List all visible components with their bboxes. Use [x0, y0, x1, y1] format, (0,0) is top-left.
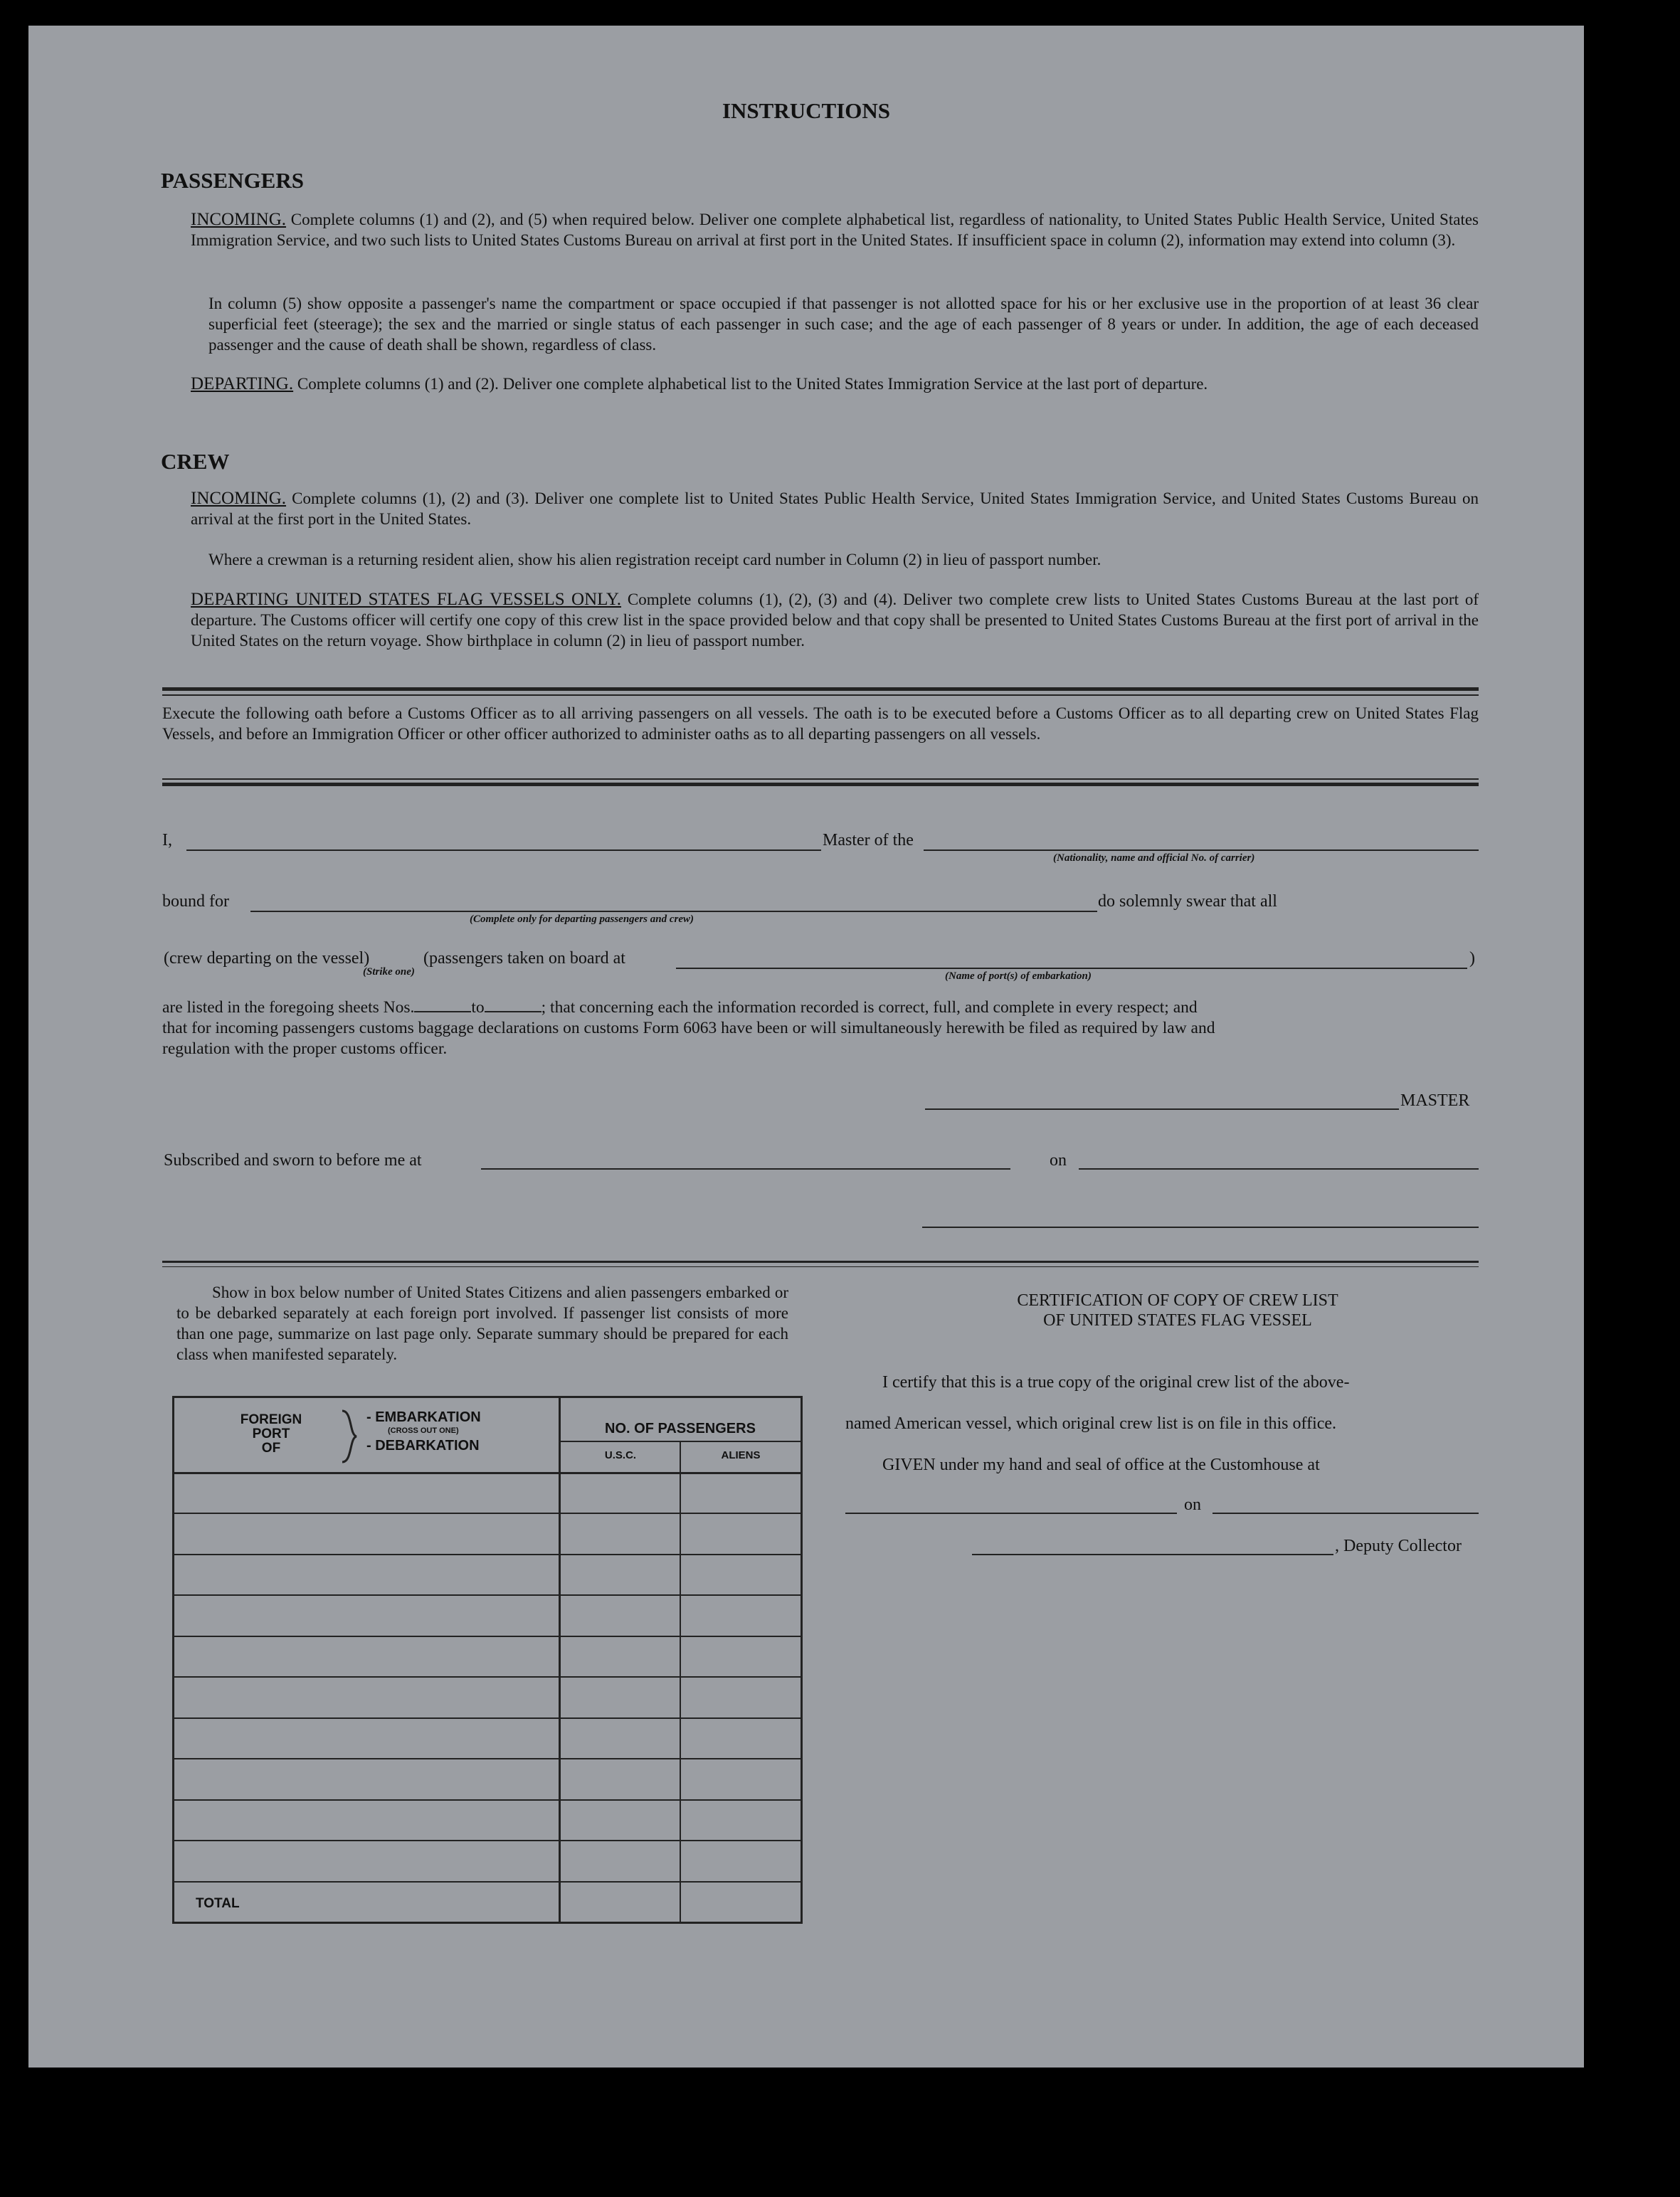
- crew-departing-text: Complete columns (1), (2), (3) and (4). Deliver two complete crew lists to United States Customs Bureau at the last port of departure. The Customs officer will certify one copy of this crew list in the space provided below and that copy shall be presented to United States Customs Bureau at the first port of arrival in the United States on the return voyage. Show birthplace in column (2) in lieu of passport number.: [191, 591, 1479, 650]
- form-page: [28, 26, 1584, 2068]
- passenger-summary-table: [172, 1396, 803, 1924]
- i-label: I,: [162, 831, 172, 849]
- certification-title-line2: OF UNITED STATES FLAG VESSEL: [1043, 1311, 1312, 1330]
- debarkation-header[interactable]: - DEBARKATION: [366, 1438, 480, 1454]
- passengers-incoming-text: Complete columns (1) and (2), and (5) when required below. Deliver one complete alphabetical list, regardless of nationality, to United States Public Health Service, United States Immigration Service, and two such lists to United States Customs Bureau on arrival at first port in the United States. If insufficient space in column (2), information may extend into column (3).: [191, 211, 1479, 249]
- total-label: TOTAL: [196, 1896, 240, 1911]
- listed-suffix: ; that concerning each the information recorded is correct, full, and complete in every respect; and: [541, 998, 1198, 1017]
- deputy-signature-line[interactable]: [972, 1554, 1333, 1555]
- complete-only-caption: (Complete only for departing passengers and crew): [470, 914, 694, 925]
- sheet-from-line[interactable]: [414, 998, 471, 1012]
- cross-out-caption: (CROSS OUT ONE): [388, 1426, 459, 1435]
- table-col-divider: [559, 1398, 561, 1922]
- divider-rule-thin: [162, 778, 1479, 780]
- embarkation-ports-line[interactable]: [676, 968, 1467, 969]
- sheet-to-line[interactable]: [485, 998, 541, 1012]
- crew-incoming-paragraph: [191, 488, 1479, 529]
- divider-rule: [162, 1261, 1479, 1263]
- no-of-passengers-header: NO. OF PASSENGERS: [605, 1421, 756, 1436]
- passengers-incoming-paragraph: [191, 209, 1479, 250]
- table-row: [174, 1636, 801, 1637]
- crew-departing-paragraph: [191, 589, 1479, 651]
- of-header: OF: [261, 1441, 281, 1456]
- table-row: [174, 1717, 801, 1719]
- listed-statement: [162, 997, 1479, 1059]
- aliens-header: ALIENS: [721, 1449, 761, 1461]
- certification-line1: I certify that this is a true copy of the original crew list of the above-: [882, 1373, 1350, 1392]
- divider-rule-thin: [162, 1266, 1479, 1267]
- master-signature-line[interactable]: [925, 1108, 1399, 1110]
- crew-returning-paragraph: Where a crewman is a returning resident alien, show his alien registration receipt card number in Column (2) in lieu of passport number.: [208, 551, 1101, 568]
- table-row: [174, 1758, 801, 1759]
- master-label: MASTER: [1400, 1091, 1470, 1110]
- crew-incoming-text: Complete columns (1), (2) and (3). Deliver one complete list to United States Public Health Service, United States Immigration Service, and United States Customs Bureau on arrival at the first port in the United States.: [191, 489, 1479, 528]
- brace-icon: [337, 1408, 365, 1465]
- table-row: [174, 1881, 801, 1883]
- customhouse-line[interactable]: [845, 1513, 1177, 1514]
- passengers-option[interactable]: (passengers taken on board at: [423, 949, 625, 968]
- listed-line2: that for incoming passengers customs baggage declarations on customs Form 6063 have been or will simultaneously herewith be filed as required by law and: [162, 1019, 1215, 1037]
- foreign-header: FOREIGN: [240, 1412, 302, 1427]
- usc-header: U.S.C.: [604, 1449, 637, 1461]
- page-title: INSTRUCTIONS: [722, 98, 890, 123]
- passengers-departing-label: DEPARTING.: [191, 374, 294, 393]
- to-label: to: [471, 998, 485, 1017]
- table-row: [174, 1840, 801, 1841]
- carrier-line[interactable]: [924, 849, 1479, 851]
- officer-signature-line[interactable]: [922, 1227, 1479, 1228]
- crew-incoming-label: INCOMING.: [191, 489, 287, 508]
- nationality-caption: (Nationality, name and official No. of carrier): [1053, 852, 1255, 864]
- certification-date-line[interactable]: [1213, 1513, 1479, 1514]
- port-header: PORT: [252, 1426, 290, 1441]
- master-name-line[interactable]: [186, 849, 821, 851]
- divider-rule: [162, 687, 1479, 691]
- certification-on-label: on: [1184, 1495, 1201, 1514]
- bound-for-label: bound for: [162, 892, 229, 911]
- table-header-rule: [559, 1441, 801, 1442]
- crew-departing-option[interactable]: (crew departing on the vessel): [164, 949, 370, 968]
- certification-title-line1: CERTIFICATION OF COPY OF CREW LIST: [1017, 1291, 1338, 1310]
- divider-rule-thin: [162, 694, 1479, 696]
- sworn-place-line[interactable]: [481, 1168, 1010, 1170]
- passengers-incoming-label: INCOMING.: [191, 210, 287, 229]
- bound-for-line[interactable]: [250, 911, 1097, 912]
- passengers-departing-text: Complete columns (1) and (2). Deliver one complete alphabetical list to the United States Immigration Service at the last port of departure.: [297, 375, 1208, 393]
- table-row: [174, 1799, 801, 1801]
- table-row: [174, 1513, 801, 1514]
- subscribed-label: Subscribed and sworn to before me at: [164, 1151, 422, 1170]
- passengers-departing-paragraph: [191, 374, 1479, 394]
- master-of-label: Master of the: [823, 831, 914, 849]
- certification-line2: named American vessel, which original crew list is on file in this office.: [845, 1414, 1337, 1433]
- ports-caption: (Name of port(s) of embarkation): [945, 970, 1092, 982]
- crew-departing-label: DEPARTING UNITED STATES FLAG VESSELS ONLY.: [191, 590, 622, 609]
- on-label: on: [1050, 1151, 1067, 1170]
- embarkation-header[interactable]: - EMBARKATION: [366, 1409, 481, 1425]
- summary-instruction: Show in box below number of United States Citizens and alien passengers embarked or to be debarked separately at each foreign port involved. If passenger list consists of more than one page, summarize on last page only. Separate summary should be prepared for each class when manifested separately.: [176, 1283, 788, 1363]
- table-header-rule: [174, 1472, 801, 1474]
- sworn-date-line[interactable]: [1079, 1168, 1479, 1170]
- close-paren: ): [1469, 949, 1475, 968]
- strike-one-caption: (Strike one): [363, 966, 415, 978]
- listed-prefix: are listed in the foregoing sheets Nos.: [162, 998, 415, 1017]
- divider-rule: [162, 783, 1479, 786]
- listed-line3: regulation with the proper customs officer.: [162, 1039, 448, 1058]
- swear-label: do solemnly swear that all: [1098, 892, 1277, 911]
- passengers-heading: PASSENGERS: [161, 168, 304, 193]
- table-row: [174, 1676, 801, 1678]
- certification-title: [865, 1291, 1490, 1330]
- crew-heading: CREW: [161, 449, 230, 474]
- table-row: [174, 1594, 801, 1596]
- certification-line3: GIVEN under my hand and seal of office at the Customhouse at: [882, 1456, 1320, 1474]
- deputy-collector-label: , Deputy Collector: [1335, 1537, 1462, 1555]
- passengers-column5-paragraph: In column (5) show opposite a passenger's name the compartment or space occupied if that passenger is not allotted space for his or her exclusive use in the proportion of at least 36 clear superficial feet (steerage); the sex and the married or single status of each passenger in such case; and the age of each passenger of 8 years or under. In addition, the age of each deceased passenger and the cause of death shall be shown, regardless of class.: [208, 295, 1479, 354]
- table-row: [174, 1554, 801, 1555]
- oath-instruction: Execute the following oath before a Customs Officer as to all arriving passengers on all vessels. The oath is to be executed before a Customs Officer as to all departing crew on United States Flag Vessels, and before an Immigration Officer or other officer authorized to administer oaths as to all departing passengers on all vessels.: [162, 704, 1479, 743]
